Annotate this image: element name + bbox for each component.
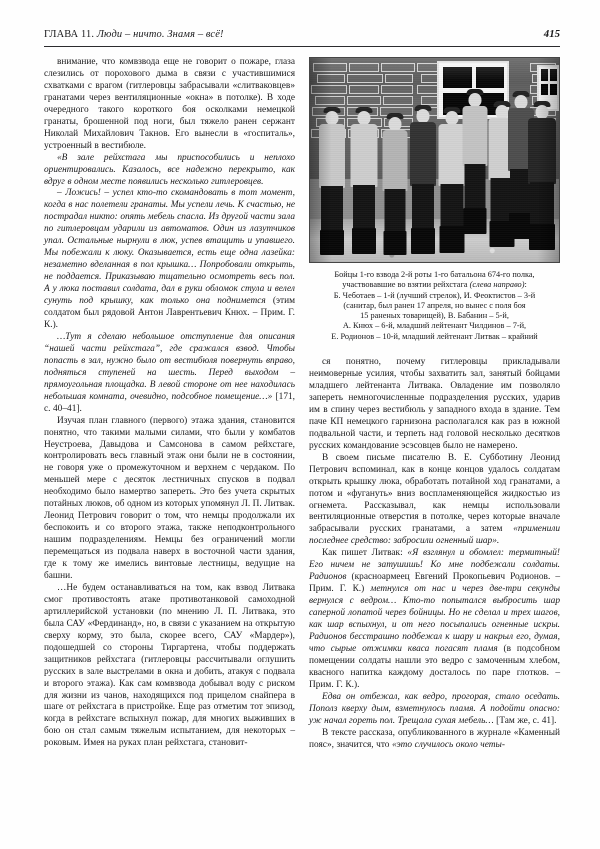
caption-spacer (309, 348, 560, 357)
caption-line-3: Б. Чеботаев – 1-й (лучший стрелок), И. Феоктистов – 3-й (333, 290, 536, 300)
editor-note-kvass: (в подсобном помещении солдаты нашли это ведро с замоченным хлебом, квасного напитка каждому досталось по паре глотков. – Прим. Г. К.). (309, 643, 560, 690)
figure-block (309, 57, 560, 342)
para-letter-subbotin (309, 453, 560, 549)
photo-soldier-9 (527, 99, 557, 257)
caption-line-7: Е. Родионов – 10-й, младший лейтенант Литвак – крайний (331, 331, 538, 341)
editor-note-knyukh: (этим солдатом был рядовой Антон Лаврентьевич Кнюх. – Прим. Г. К.). (44, 296, 295, 330)
litvak-quote-part2: метнулся от нас и через две-три секунды вернулся с ведром… Кто-то попытался выбросить шар саперной лопатой через бойницы. Но не сделал и трех шагов, как шар вспыхнул, и от него посыпались огненные искры. Радионов бесстрашно подбежал к шару и накрыл его, думая, что сырые отжимки кваса погасят пламя (309, 584, 560, 654)
photo-soldier-1 (317, 107, 347, 257)
quote-around-four: «это случилось около четы- (392, 739, 505, 750)
para-quote-hall: «В зале рейхстага мы приспособились и неплохо ориентировались. Казалось, все надежно перекрыто, как вдруг в одном месте появились несколько гитлеровцев. (44, 152, 295, 187)
para-litvak-quote (309, 548, 560, 691)
para-clear-why: ся понятно, почему гитлеровцы прикладывали неимоверные усилия, чтобы захватить зал, занятый бойцами младшего лейтенанта Литвака. Овладение им позволяло запереть немногочисленные подразделения русских, ударив им в спину через вестибюль у западного входа в здание. Тем паче КП немецкого гарнизона располагался как раз в южной подвальной части, и терпеть над головой несколько десятков русских командование эсэсовцев было не намерено. (309, 357, 560, 451)
running-head-title (44, 29, 224, 40)
para-studying-plan: Изучая план главного (первого) этажа здания, становится понятно, что такими малыми силами, что были у комбатов Неустроева, Давыдова и Самсонова в самом рейхстаге, контролировать весь главный этаж они были не в состоянии, не говоря уже о промежуточном и верхнем с чердаком. По меньшей мере с десяток лестничных спусков в подвал необходимо было намертво запереть. Это без учета скрытых потайных люков, об одном из которых упомянул Л. П. Литвак. Леонид Петрович говорит о том, что немцы продолжали их беспокоить и со второго этажа, также неподконтрольного нашим подразделениям. Немцы без ограничений могли перемещаться из подвала наверх в восточной части здания, где к тому же имелись винтовые лестницы, ведущие на башни. (44, 415, 296, 581)
photo-soldier-6 (461, 89, 489, 257)
para-quote-digression (44, 332, 295, 416)
para-attention: внимание, что комвзвода еще не говорит о пожаре, глаза слезились от порохового дыма в связи с участившимися схватками с врагом (гитлеровцы забрасывали «слитваковцев» гранатами через вентиляционные «окна» в потолке). В ходе очередного такого короткого боя осколками немецкой гранаты, брошенной под ноги, был тяжело ранен сержант Николай Михайлович Такнов. Его вынесли в «госпиталь», устроенный в вестибюле. (44, 57, 295, 151)
chapter-title: Люди – ничто. Знамя – всё! (96, 29, 224, 40)
para-quote-lie-down (44, 188, 295, 331)
para-quote-digression-text: …Тут я сделаю небольшое отступление для описания “нашей части рейхстага”, где сражался взвод. Чтобы попасть в зал, нужно было от вестибюля повернуть вправо, подняться ступеней на шесть. Перед выходом – прямоугольная площадка. В левой стороне от нее находилась небольшая комната, очевидно, подсобное помещение…» (44, 331, 295, 402)
litvak-quote-part1: «Я взглянул и обомлел: термитный! Его ничем не затушишь! Ко мне подбежали солдаты. Радионов (309, 548, 560, 583)
text-columns (44, 57, 560, 837)
para-barely-ran-off-text: Едва он отбежал, как ведро, прогорая, стало оседать. Пополз кверху дым, взметнулось пламя. А подойти опасно: уж начал гореть пол. Трещала сухая мебель… (309, 691, 560, 726)
editor-note-rodionov: (красноармеец Евгений Прокопьевич Родионов. – Прим. Г. К.) (309, 572, 560, 595)
caption-italic-left-to-right: (слева направо) (469, 280, 525, 290)
photo-soldier-3 (381, 109, 409, 257)
photo-soldier-4 (409, 105, 437, 257)
caption-line-6: А. Кнюх – 6-й, младший лейтенант Чилдинов – 7-й, (342, 321, 527, 331)
source-ref-ibid: [Там же, с. 41]. (493, 715, 557, 726)
running-head (44, 28, 560, 47)
para-quote-lie-down-text: – Ложись! – успел кто-то скомандовать в тот момент, когда в нас полетели гранаты. Мы успели лечь. К счастью, не пострадал никто: опять мебель спасла. Из другой части зала по гитлеровцам ударили из автоматов. Один из лазутчиков упал. Остальные нырнули в люк, успев втащить и упавшего. Мы побежали к люку. Оказывается, есть еще одна лазейка: незаметно вделанная в пол крышка… Попробовали открыть, не поддается. Приказываю тщательно осмотреть весь пол. А у люка поставил солдата, дал в руки обломок стула и велел сунуть под крышку, как только она поднимется (44, 188, 295, 307)
page-number: 415 (543, 28, 560, 40)
caption-line-2: участвовавшие во взятии рейхстага (слева направо): (342, 280, 527, 290)
para-sau: …Не будем останавливаться на том, как взвод Литвака смог противостоять атаке противотанковой самоходной артиллерийской установки (по мнению Л. П. Литвака, это была САУ «Фердинанд», но, в связи с указанием на открытую сверху корму, это была, скорее всего, САУ «Мардер»), подошедшей со стороны Тиргартена, чтобы поддержать защитников рейхстага (гитлеровцы рассчитывали оглушить русских в зале выстрелами в окна и добить, атакуя с подвала и второго этажа). Как сам комвзвода добывал воду с риском для жизни из чанов, находящихся под прицелом снайпера в шаге от рейхстага в пристройке. Еще раз отметим тот эпизод, когда в рейхстаге вспыхнул пожар, для многих выживших в бою он стал самым тяжелым испытанием, для некоторых – роковым. Имея на руках план рейхстага, становит- (44, 582, 295, 749)
litvak-quote-lead: Как пишет Литвак: (322, 548, 408, 559)
caption-line-1: Бойцы 1-го взвода 2-й роты 1-го батальона 674-го полка, (334, 270, 535, 279)
para-letter-subbotin-text: В своем письме писателю В. Е. Субботину Леонид Петрович вспоминал, как в конце концов удалось солдатам открыть крышку люка, обработать потайной ход гранатами, а потом и «фугануть» вниз воспламеняющейся жидкостью из огнемета. Рассказывал, как немцы использовали вентиляционные отверстия в потолке, через которые вначале забрасывали русских гранатами, а затем (309, 452, 560, 535)
source-ref-171: [171, с. 40–41]. (44, 391, 295, 414)
figure-caption (309, 270, 560, 342)
photo-soldier-2 (349, 105, 379, 257)
photo-soldiers-reichstag (309, 57, 560, 263)
chapter-label: ГЛАВА 11. (44, 29, 95, 40)
para-barely-ran-off (309, 692, 560, 728)
column-right (309, 57, 560, 837)
caption-line-5: 15 раненых товарищей), В. Бабанин – 5-й, (360, 311, 509, 321)
quote-fire-ball: «применили последнее средство: забросили огненный шар». (309, 524, 560, 547)
column-left (44, 57, 295, 837)
caption-line-4: (санитар, был ранен 17 апреля, но вынес с поля боя (343, 300, 526, 310)
para-kamenny-poyas (309, 728, 560, 752)
para-kamenny-poyas-text: В тексте рассказа, опубликованного в журнале «Каменный пояс», значится, что (309, 727, 560, 750)
